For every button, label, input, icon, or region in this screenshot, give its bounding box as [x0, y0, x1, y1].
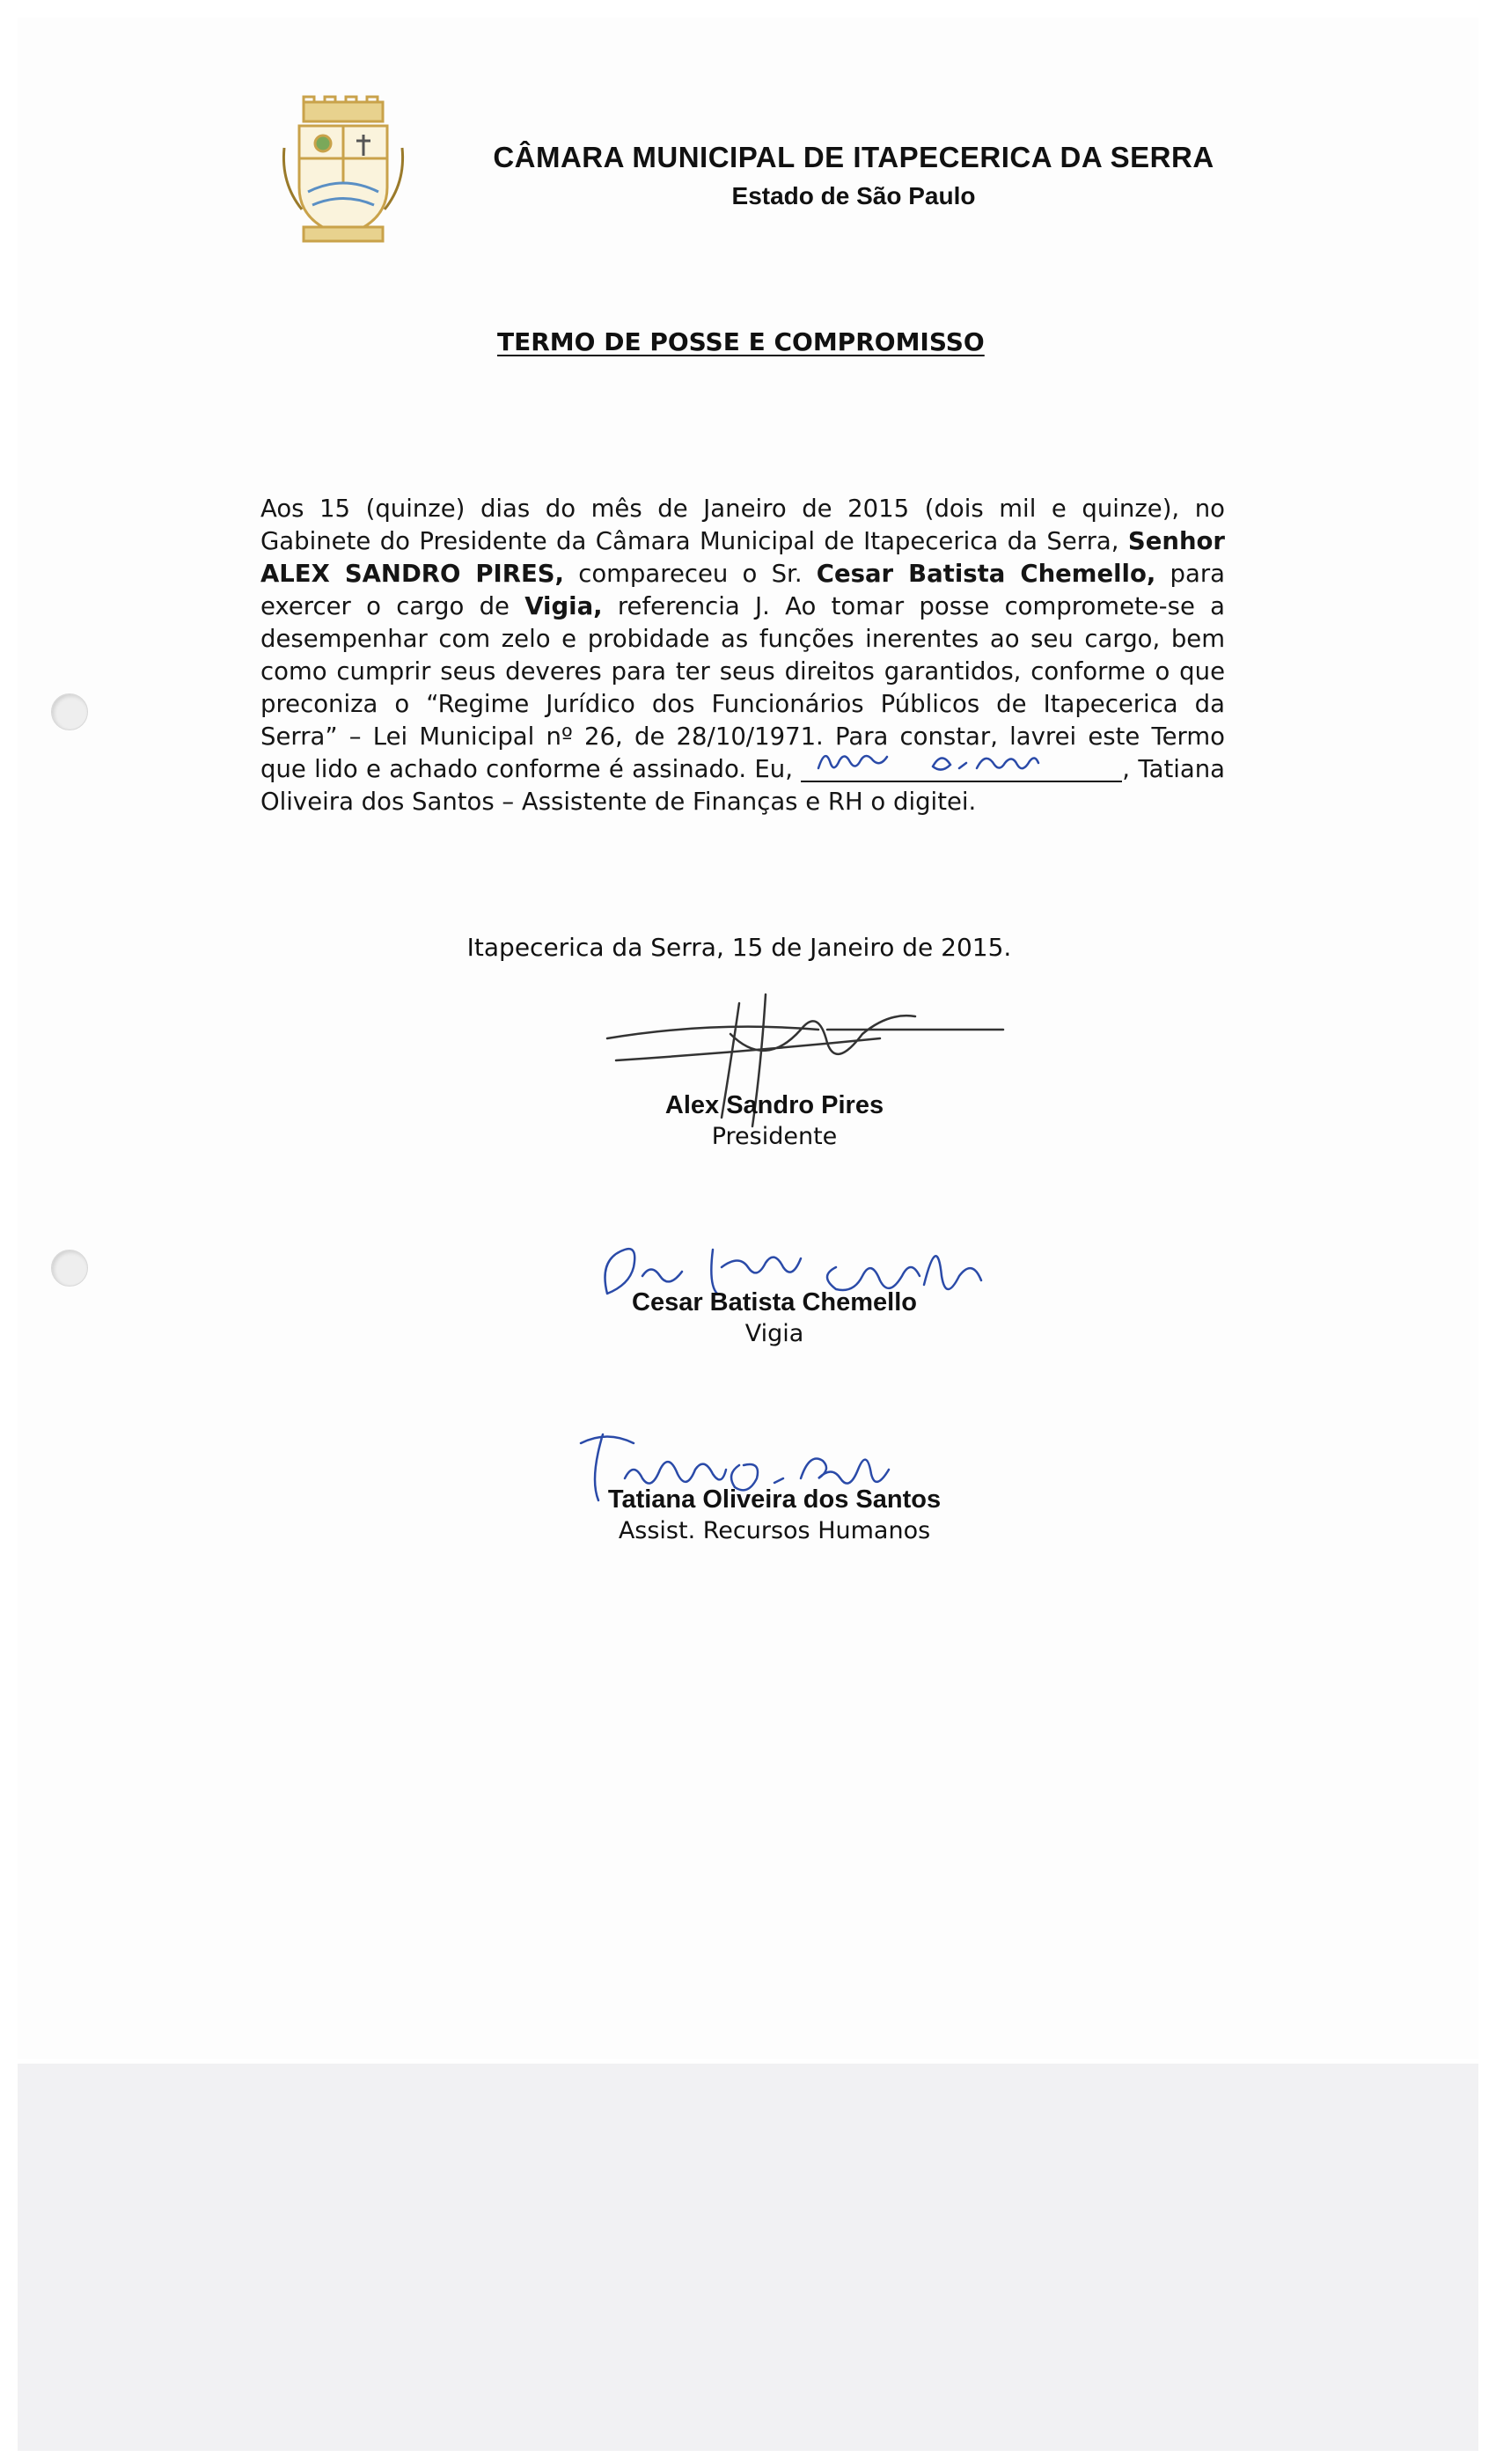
- document-body: [260, 493, 1225, 818]
- body-bold-segment: Senhor ALEX SANDRO PIRES,: [260, 527, 1225, 588]
- body-text-segment: compareceu o Sr.: [563, 560, 817, 588]
- signatory-name: Cesar Batista Chemello: [632, 1288, 917, 1316]
- institution-state: Estado de São Paulo: [731, 182, 976, 209]
- punch-hole: [51, 1250, 88, 1287]
- body-bold-segment: Cesar Batista Chemello,: [816, 560, 1156, 588]
- signatory-name: Alex Sandro Pires: [664, 1091, 884, 1119]
- signatory-role: Assist. Recursos Humanos: [618, 1517, 931, 1544]
- document-title: TERMO DE POSSE E COMPROMISSO: [497, 327, 985, 356]
- signature-block: [466, 1484, 1082, 1547]
- signatory-role: Vigia: [744, 1320, 804, 1347]
- signature-block: [466, 1089, 1082, 1153]
- body-text-segment: referencia J. Ao tomar posse compromete-se a desempenhar com zelo e probidade as funções inerentes ao seu cargo, bem como cumprir seus deveres para ter seus direitos garantidos, conforme o que preconiza o “Regime Jurídico dos Funcionários Públicos de Itapecerica da Serra” – Lei Municipal nº 26, de 28/10/1971. Para constar, lavrei este Termo que lido e achado conforme é assinado. Eu,: [260, 592, 1225, 783]
- signatory-name: Tatiana Oliveira dos Santos: [607, 1485, 942, 1514]
- signature-block: [466, 1287, 1082, 1350]
- scan-background-sheet: [18, 2064, 1478, 2451]
- municipal-crest-icon: [277, 95, 409, 249]
- body-text-segment: , Tatiana Oliveira dos Santos – Assistente de Finanças e RH o digitei.: [260, 755, 1226, 816]
- typist-signature-line: [801, 754, 1122, 782]
- institution-name: CÂMARA MUNICIPAL DE ITAPECERICA DA SERRA: [493, 141, 1214, 173]
- body-bold-segment: Vigia,: [524, 592, 603, 620]
- body-text-segment: Aos 15 (quinze) dias do mês de Janeiro de 2015 (dois mil e quinze), no Gabinete do Presidente da Câmara Municipal de Itapecerica da Serra,: [260, 495, 1225, 555]
- body-text-segment: para exercer o cargo de: [260, 560, 1225, 620]
- place-date: Itapecerica da Serra, 15 de Janeiro de 2015.: [466, 933, 1012, 962]
- punch-hole: [51, 693, 88, 730]
- handwritten-signature-icon: [801, 742, 1122, 777]
- signatory-role: Presidente: [711, 1123, 838, 1150]
